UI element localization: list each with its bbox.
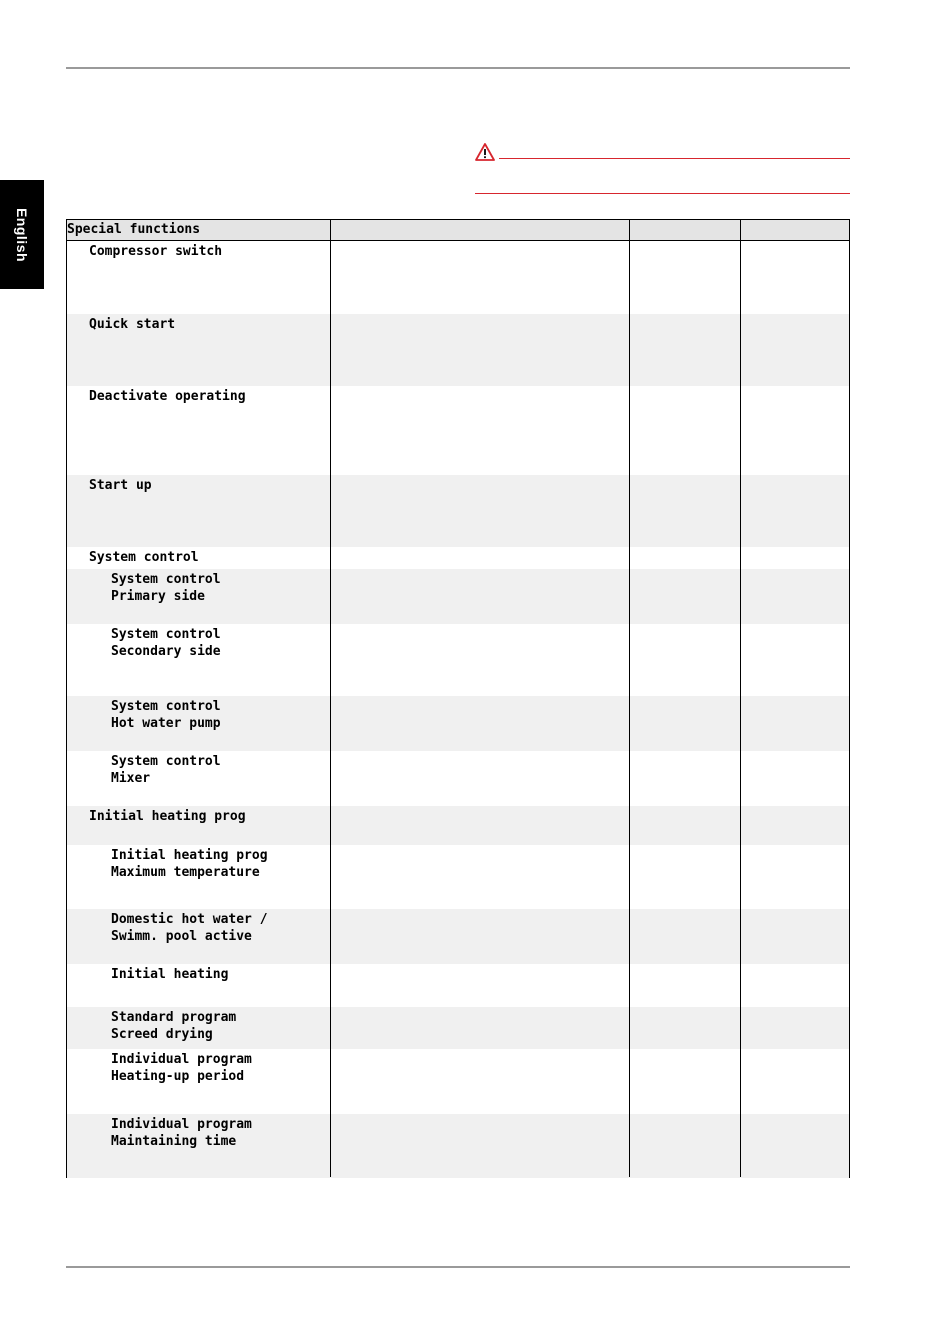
table-row xyxy=(67,696,849,751)
row-label-line: System control xyxy=(111,627,221,642)
row-label xyxy=(111,1051,252,1085)
column-divider xyxy=(740,220,741,1177)
row-label-line: System control xyxy=(111,572,221,587)
row-label xyxy=(111,571,221,605)
row-label xyxy=(111,1116,252,1150)
table-header-label: Special functions xyxy=(67,222,201,237)
table-row xyxy=(67,964,849,1007)
warning-rule-bottom xyxy=(475,193,850,194)
table-row xyxy=(67,386,849,475)
row-label xyxy=(111,847,268,881)
row-label-line: Individual program xyxy=(111,1117,252,1132)
row-label-line: Initial heating prog xyxy=(111,848,268,863)
row-label-line: Secondary side xyxy=(111,644,221,659)
table-row xyxy=(67,569,849,624)
row-label xyxy=(89,477,152,494)
row-label xyxy=(89,808,246,825)
row-label xyxy=(111,911,268,945)
row-label-line: Start up xyxy=(89,478,152,493)
row-label xyxy=(89,316,175,333)
bottom-rule xyxy=(66,1266,850,1268)
row-label-line: Quick start xyxy=(89,317,176,332)
row-label xyxy=(89,549,199,566)
row-label-line: Mixer xyxy=(111,771,151,786)
row-label-line: Swimm. pool active xyxy=(111,929,252,944)
row-label xyxy=(111,1009,236,1043)
row-label-line: Domestic hot water / xyxy=(111,912,268,927)
row-label-line: Screed drying xyxy=(111,1027,213,1042)
table-header-row xyxy=(67,220,849,241)
table-row xyxy=(67,547,849,569)
row-label xyxy=(111,966,228,983)
column-divider xyxy=(330,220,331,1177)
row-label-line: Initial heating prog xyxy=(89,809,246,824)
special-functions-table xyxy=(66,219,850,1178)
row-label xyxy=(111,626,221,660)
row-label-line: Initial heating xyxy=(111,967,229,982)
warning-triangle-icon xyxy=(475,143,495,161)
row-label-line: Primary side xyxy=(111,589,205,604)
language-tab xyxy=(0,180,44,289)
row-label-line: Compressor switch xyxy=(89,244,223,259)
row-label-line: Maintaining time xyxy=(111,1134,237,1149)
row-label-line: Heating-up period xyxy=(111,1069,245,1084)
top-rule xyxy=(66,67,850,69)
row-label-line: Individual program xyxy=(111,1052,252,1067)
table-row xyxy=(67,314,849,386)
table-row xyxy=(67,241,849,314)
row-label xyxy=(111,753,221,787)
row-label-line: System control xyxy=(111,754,221,769)
table-row xyxy=(67,624,849,696)
row-label-line: System control xyxy=(89,550,199,565)
row-label-line: Hot water pump xyxy=(111,716,221,731)
row-label xyxy=(89,388,246,405)
row-label-line: Deactivate operating xyxy=(89,389,246,404)
row-label xyxy=(111,698,221,732)
row-label-line: System control xyxy=(111,699,221,714)
table-row xyxy=(67,475,849,547)
row-label-line: Standard program xyxy=(111,1010,237,1025)
row-label-line: Maximum temperature xyxy=(111,865,260,880)
row-label xyxy=(89,243,222,260)
table-row xyxy=(67,845,849,909)
table-row xyxy=(67,751,849,806)
table-row xyxy=(67,1114,849,1178)
table-row xyxy=(67,909,849,964)
table-row xyxy=(67,806,849,845)
warning-rule-top xyxy=(499,158,850,159)
language-tab-label: English xyxy=(14,207,30,262)
table-row xyxy=(67,1007,849,1049)
column-divider xyxy=(629,220,630,1177)
table-row xyxy=(67,1049,849,1114)
